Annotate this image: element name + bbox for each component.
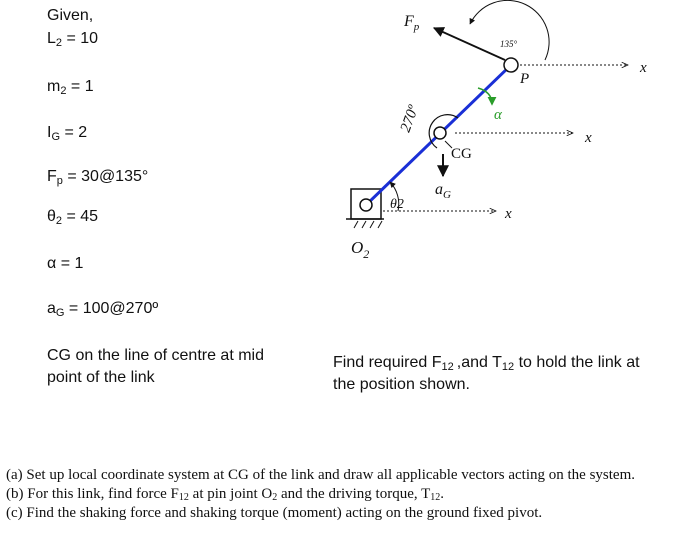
- question-list: [6, 466, 670, 523]
- ag-label: $a_G$: [435, 181, 451, 201]
- find-statement: Find required $F_{12}$ ,and $T_{12}$ to hold the link at the position shown.: [333, 354, 640, 393]
- angle-135-arc: [470, 0, 549, 60]
- question-b: (b) For this link, find force $F_{12}$ at pin joint $O_2$ and the driving torque, $T_{12}$.: [6, 486, 445, 503]
- cg-marker: [434, 127, 446, 139]
- question-a: (a) Set up local coordinate system at CG of the link and draw all applicable vectors acting on the system.: [6, 467, 635, 483]
- given-theta2: $\theta_2 = 45$: [47, 208, 99, 227]
- given-aG: $a_G$ = 100@270º: [47, 300, 159, 319]
- given-IG: $I_G = 2$: [47, 124, 88, 143]
- given-alpha: α = 1: [47, 255, 84, 272]
- given-m2: $m_2 = 1$: [47, 78, 94, 97]
- theta2-label: θ2: [390, 197, 404, 212]
- given-heading: Given,: [47, 7, 94, 24]
- angle-135-label: 135°: [500, 39, 518, 49]
- cg-note: CG on the line of centre at mid point of the link: [47, 347, 264, 386]
- alpha-label: α: [494, 107, 502, 123]
- cg-label: CG: [451, 146, 472, 162]
- angle-270-label: 270º: [397, 103, 423, 135]
- given-L2: $L_2 = 10$: [47, 30, 99, 49]
- fp-arrow: [434, 28, 505, 60]
- given-Fp: $F_p$ = 30@135°: [47, 168, 149, 187]
- question-c: (c) Find the shaking force and shaking torque (moment) acting on the ground fixed pivot.: [6, 505, 543, 521]
- x-label-O2: x: [505, 206, 512, 222]
- pivot-O2-pin: [360, 199, 372, 211]
- p-label: P: [520, 71, 530, 87]
- fp-label: $F_p$: [404, 13, 420, 33]
- pin-P: [504, 58, 518, 72]
- o2-label: $O_2$: [351, 238, 370, 261]
- x-label-CG: x: [585, 130, 592, 146]
- x-label-P: x: [640, 60, 647, 76]
